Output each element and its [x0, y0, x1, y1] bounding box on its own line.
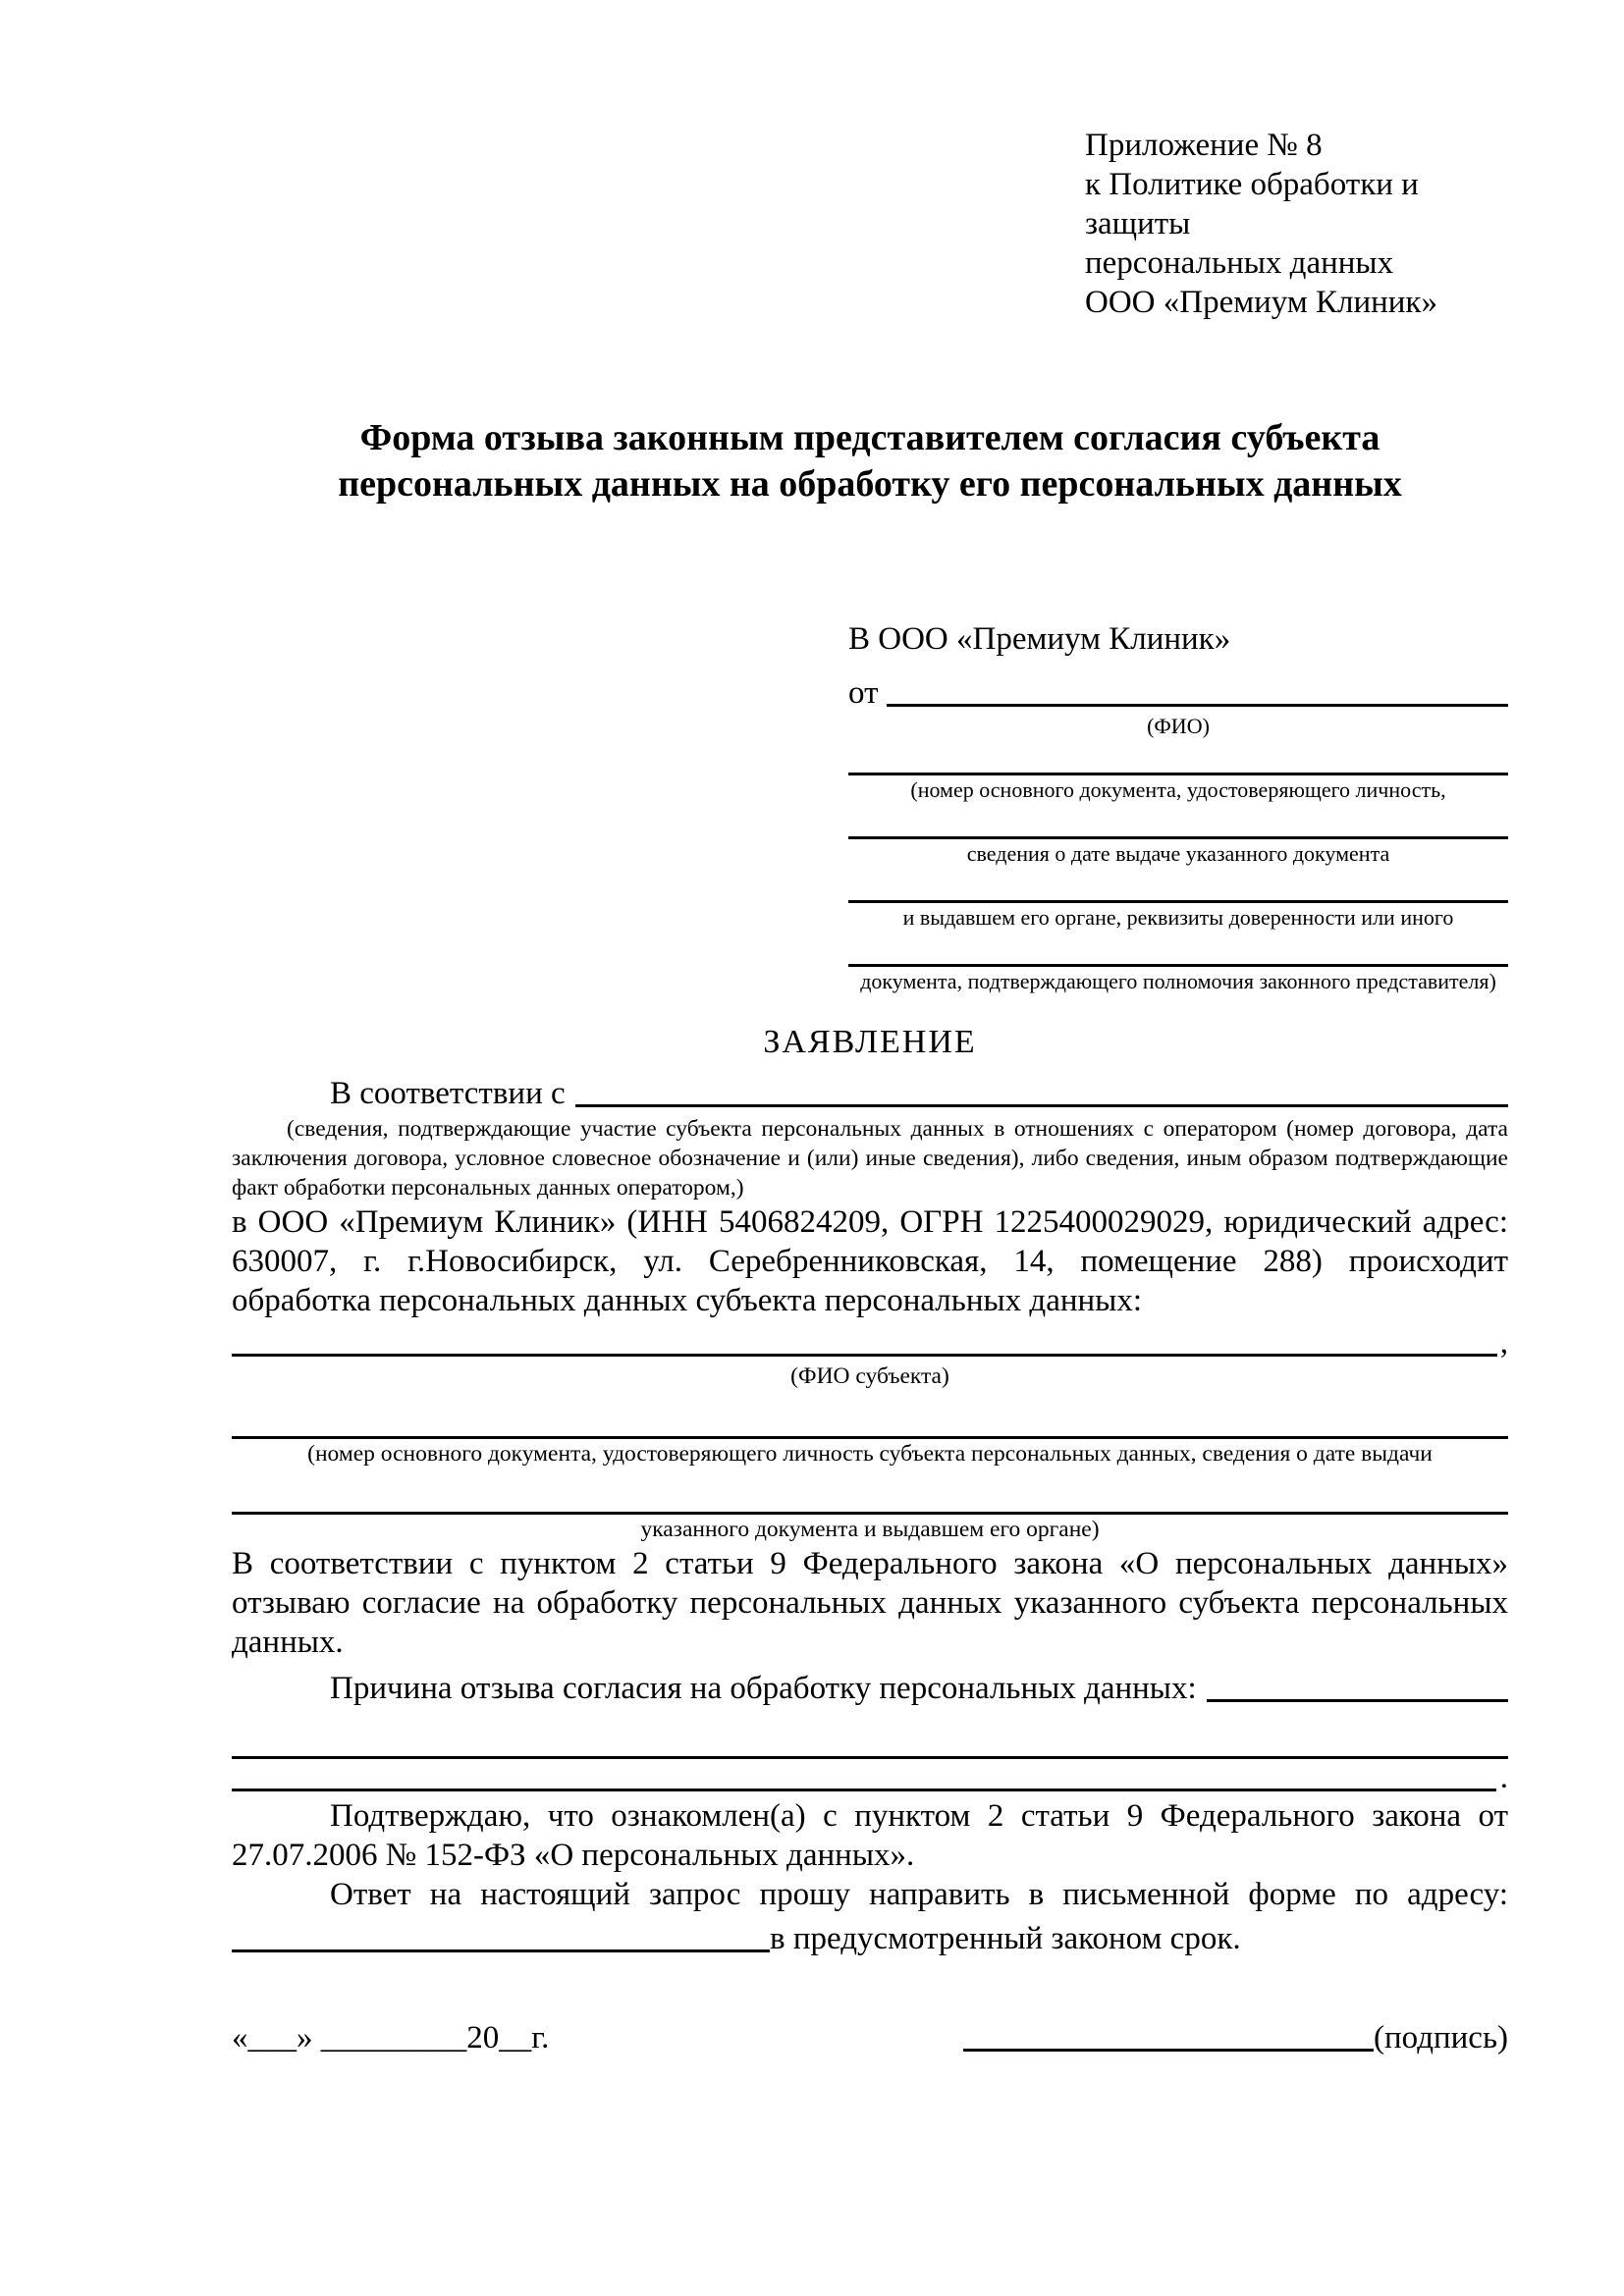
- reason-blank-row-3: [232, 1759, 1508, 1796]
- field-caption-1: (номер основного документа, удостоверяющего личность,: [910, 777, 1446, 802]
- reply-tail-text: в предусмотренный законом срок.: [770, 1921, 1241, 1956]
- subject-fio-row: [232, 1320, 1508, 1362]
- fio-caption: (ФИО): [1147, 714, 1210, 738]
- representative-doc-field-4: [848, 933, 1508, 996]
- reason-blank-line: [1207, 1699, 1508, 1702]
- addressee-organization: В ООО «Премиум Клиник»: [848, 621, 1231, 657]
- blank-line: [848, 869, 1508, 903]
- signature-group: [963, 2020, 1508, 2056]
- date-blank-text: «___» _________20__г.: [232, 2020, 550, 2056]
- operator-paragraph: в ООО «Премиум Клиник» (ИНН 5406824209, ОГРН 1225400029029, юридический адрес: 630007, г. г.Новосибирск, ул. Серебренниковская, 14, помещение 288) происходит обработка персональных данных субъекта персональных данных:: [232, 1204, 1508, 1318]
- document-title-line-2: персональных данных на обработку его персональных данных: [338, 463, 1402, 505]
- trailing-period: .: [1499, 1760, 1508, 1795]
- statement-heading: ЗАЯВЛЕНИЕ: [763, 1024, 977, 1060]
- reason-blank-line-2: [232, 1707, 1508, 1759]
- subject-doc-blank-line-1: [232, 1391, 1508, 1439]
- accordance-row: [232, 1065, 1508, 1112]
- accordance-blank-line: [575, 1104, 1508, 1107]
- subject-fio-blank-line: [232, 1354, 1497, 1357]
- reason-row: [232, 1662, 1508, 1707]
- field-caption-2: сведения о дате выдаче указанного документа: [966, 841, 1390, 866]
- from-row: [848, 663, 1508, 712]
- withdrawal-paragraph: В соответствии с пунктом 2 статьи 9 Федерального закона «О персональных данных» отзываю согласие на обработку персональных данных указанного субъекта персональных данных.: [232, 1546, 1508, 1660]
- subject-doc-blank-line-2: [232, 1468, 1508, 1515]
- trailing-comma: ,: [1499, 1325, 1508, 1361]
- signature-caption: (подпись): [1374, 2020, 1508, 2056]
- reply-address-row: [232, 1914, 1508, 1957]
- reply-address-blank-line: [232, 1949, 770, 1952]
- representative-doc-field-1: [848, 741, 1508, 805]
- reply-paragraph: Ответ на настоящий запрос прошу направить в письменной форме по адресу:: [330, 1877, 1508, 1912]
- blank-line: [848, 933, 1508, 967]
- appendix-line-4: ООО «Премиум Клиник»: [1085, 285, 1437, 320]
- signature-blank-line: [963, 2049, 1374, 2052]
- addressee-block: [848, 617, 1508, 996]
- confirm-paragraph: Подтверждаю, что ознакомлен(а) с пунктом 2 статьи 9 Федерального закона от 27.07.2006 № 152-ФЗ «О персональных данных».: [232, 1798, 1508, 1873]
- document-title-line-1: Форма отзыва законным представителем согласия субъекта: [359, 417, 1380, 458]
- reason-blank-line-3: [232, 1789, 1496, 1791]
- blank-line: [848, 741, 1508, 775]
- subject-doc-caption-2: указанного документа и выдавшем его органе): [640, 1517, 1100, 1542]
- subject-fio-caption: (ФИО субъекта): [790, 1363, 949, 1389]
- from-name-blank-line: [887, 704, 1509, 707]
- subject-doc-caption-1: (номер основного документа, удостоверяющего личность субъекта персональных данных, сведения о дате выдачи: [307, 1441, 1433, 1467]
- from-label: от: [848, 675, 879, 711]
- appendix-header: [1085, 126, 1508, 322]
- blank-line: [848, 805, 1508, 839]
- representative-doc-field-3: [848, 869, 1508, 933]
- accordance-note: (сведения, подтверждающие участие субъекта персональных данных в отношениях с оператором (номер договора, дата заключения договора, условное словесное обозначение и (или) иные сведения), либо сведения, иным образом подтверждающие факт обработки персональных данных оператором,): [232, 1116, 1508, 1201]
- accordance-label: В соответствии с: [330, 1076, 566, 1111]
- appendix-line-1: Приложение № 8: [1085, 128, 1323, 163]
- appendix-line-3: персональных данных: [1085, 245, 1394, 281]
- appendix-line-2: к Политике обработки и защиты: [1085, 167, 1419, 241]
- field-caption-4: документа, подтверждающего полномочия законного представителя): [860, 969, 1496, 993]
- document-title: [232, 415, 1508, 507]
- representative-doc-field-2: [848, 805, 1508, 869]
- reason-label: Причина отзыва согласия на обработку персональных данных:: [330, 1671, 1197, 1706]
- signature-row: [232, 2020, 1508, 2056]
- field-caption-3: и выдавшем его органе, реквизиты доверенности или иного: [902, 905, 1454, 930]
